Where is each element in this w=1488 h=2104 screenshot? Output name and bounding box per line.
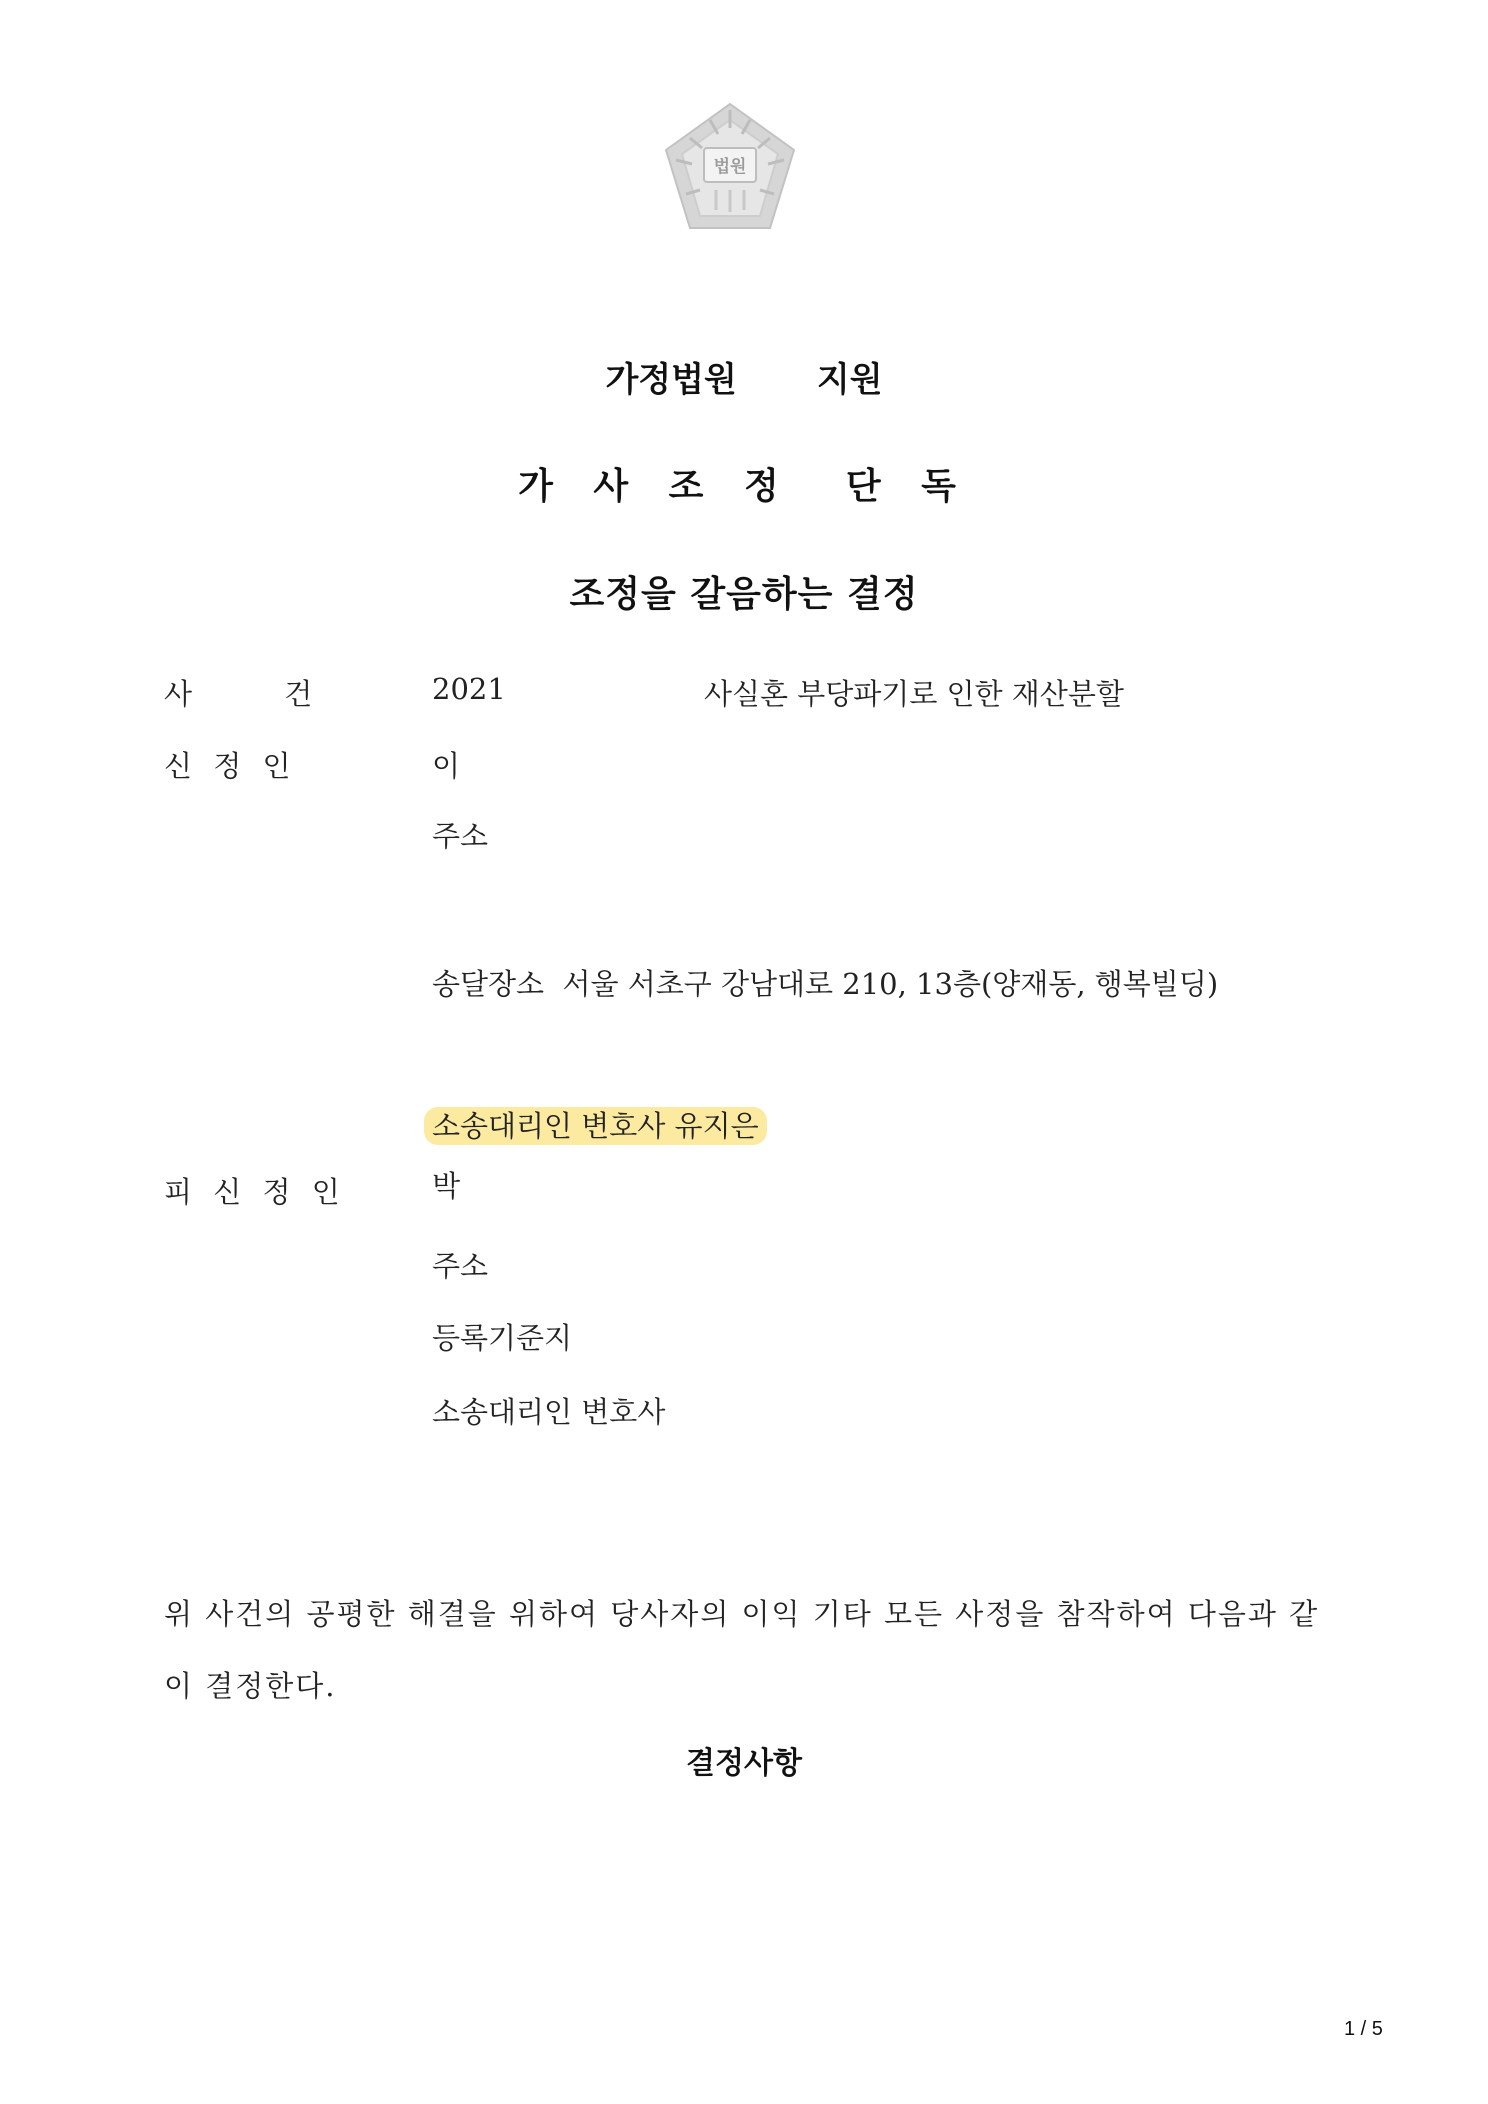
respondent-address-label: 주소: [432, 1249, 489, 1283]
respondent-name: 박: [432, 1169, 461, 1203]
court-name: [0, 352, 1488, 401]
case-type: 가 사 조 정 단 독: [518, 466, 970, 507]
court-emblem: [660, 98, 800, 238]
applicant-address-label: 주소: [432, 819, 489, 853]
court-name-part2: 지원: [816, 360, 883, 400]
applicant-label: 신 정 인: [164, 749, 297, 783]
applicant-attorney: 소송대리인 변호사 유지은: [424, 1107, 767, 1145]
respondent-label: 피 신 정 인: [164, 1175, 346, 1209]
body-paragraph: [164, 1578, 1324, 1722]
emblem-text: 법원: [713, 157, 747, 177]
case-label: 사 건: [164, 677, 313, 711]
section-heading: 결정사항: [686, 1746, 802, 1781]
case-number: 2021: [432, 672, 506, 706]
respondent-attorney: 소송대리인 변호사: [432, 1395, 666, 1429]
court-name-part1: 가정법원: [605, 360, 737, 400]
body-line-1: 위 사건의 공평한 해결을 위하여 당사자의 이익 기타 모든 사정을 참작하여 다음과 같: [164, 1597, 1320, 1631]
document-title: 조정을 갈음하는 결정: [569, 574, 919, 615]
body-line-2: 이 결정한다.: [164, 1669, 337, 1703]
respondent-registry-label: 등록기준지: [432, 1321, 573, 1355]
page-number: 1 / 5: [1344, 2018, 1383, 2040]
applicant-name: 이: [432, 749, 461, 783]
applicant-service-address: 송달장소 서울 서초구 강남대로 210, 13층(양재동, 행복빌딩): [432, 967, 1219, 1001]
case-name: 사실혼 부당파기로 인한 재산분할: [704, 677, 1124, 711]
